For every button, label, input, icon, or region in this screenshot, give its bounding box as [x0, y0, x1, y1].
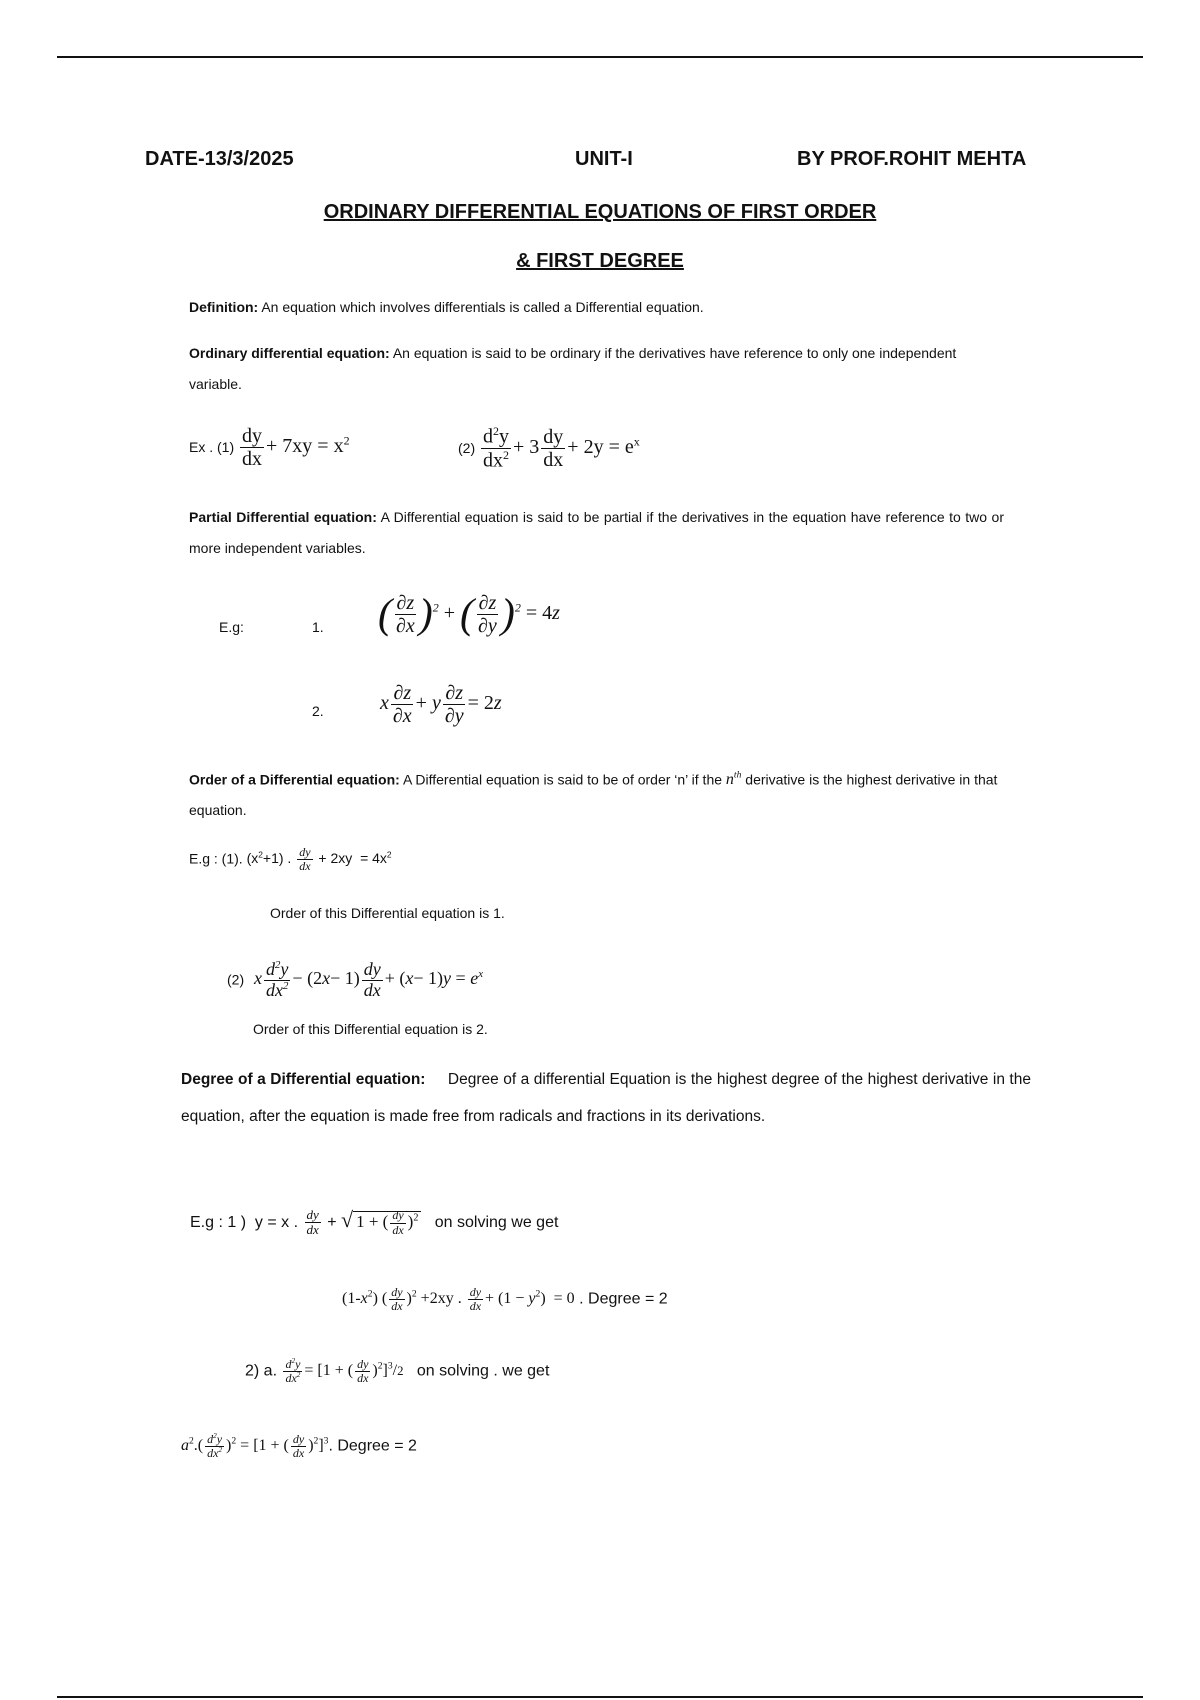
- pde-equation-1: ( $\frac{\partial z}{\partial x}$ )$^2$ + ( $\frac{\partial z}{\partial y}$ )$^2$ = 4z: [378, 591, 560, 638]
- degree-result-equation-2: $a^2$.( $\frac{d^2y}{dx^2}$ )$^2$ = [1 + ( $\frac{dy}{dx}$ )$^2$]$^3$: [181, 1432, 329, 1461]
- header-author: BY PROF.ROHIT MEHTA: [797, 148, 1027, 170]
- page-subtitle: & FIRST DEGREE: [516, 250, 684, 272]
- header-date: DATE-13/3/2025: [145, 148, 294, 170]
- pde-eg-label: E.g:: [219, 619, 244, 635]
- degree-result-1-text: . Degree = 2: [579, 1290, 668, 1308]
- order-text-after: derivative is the highest derivative in that equation.: [189, 771, 998, 819]
- page-title: ORDINARY DIFFERENTIAL EQUATIONS OF FIRST ORDER: [323, 201, 877, 223]
- degree-example-1-label: E.g : 1 ): [190, 1214, 247, 1231]
- degree-result-2: [181, 1433, 417, 1460]
- order-example-2: [227, 960, 483, 1001]
- degree-result-equation-1: $(1-x^2)$ ( $\frac{dy}{dx}$ )$^2$ +2xy . $\frac{dy}{dx}$ + $(1 - y^2) = 0$: [342, 1285, 575, 1314]
- header-unit: UNIT-I: [575, 148, 633, 170]
- degree-result-1: [342, 1286, 668, 1313]
- definition-paragraph: [189, 292, 1004, 323]
- ode-example-1: [189, 425, 350, 470]
- ode-example-1-label: Ex . (1): [189, 439, 235, 456]
- ode-text: An equation is said to be ordinary if the derivatives have reference to only one independent variable.: [189, 345, 957, 392]
- pde-equation-2: x $\frac{\partial z}{\partial x}$ + y $\frac{\partial z}{\partial y}$ = 2z: [380, 682, 502, 727]
- order-label: Order of a Differential equation:: [189, 771, 400, 788]
- degree-paragraph: [181, 1061, 1031, 1135]
- degree-example-2-label: 2) a.: [245, 1362, 278, 1380]
- degree-text: Degree of a differential Equation is the highest degree of the highest derivative in the equation, after the equation is made free from radicals and fractions in its derivations.: [181, 1071, 1031, 1125]
- ode-paragraph: [189, 338, 1004, 400]
- degree-solving-2: on solving . we get: [416, 1362, 550, 1380]
- order-equation-1: $(x^2+1)$ . $\frac{dy}{dx}$ + $2xy = 4x^2$: [246, 845, 392, 874]
- degree-example-2: [245, 1358, 549, 1385]
- pde-item-2-number: 2.: [312, 703, 324, 719]
- degree-equation-2: $\frac{d^2y}{dx^2}$ = [1 + ( $\frac{dy}{dx}$ )$^2$]$^3$/2: [285, 1357, 404, 1386]
- order-result-2: Order of this Differential equation is 2.: [253, 1021, 488, 1037]
- order-equation-2: x $\frac{d^2y}{dx^2}$ − (2x− 1) $\frac{dy}{dx}$ + $(x- 1)y = e^x$: [254, 959, 483, 1000]
- order-text-before: A Differential equation is said to be of order ‘n’ if the: [402, 771, 723, 788]
- ode-equation-1: $\frac{dy}{dx}$ + $7xy = x^2$: [242, 425, 350, 470]
- definition-label: Definition:: [189, 299, 259, 315]
- pde-paragraph: [189, 502, 1004, 564]
- order-result-1: Order of this Differential equation is 1.: [270, 905, 505, 921]
- degree-example-1: [190, 1207, 558, 1238]
- pde-label: Partial Differential equation:: [189, 509, 377, 525]
- n-th-symbol: $n^{th}$: [725, 770, 742, 789]
- definition-text: An equation which involves differentials is called a Differential equation.: [261, 299, 704, 315]
- ode-label: Ordinary differential equation:: [189, 345, 390, 361]
- degree-equation-1: y = x . $\frac{dy}{dx}$ + √ 1 + ( $\frac{dy}{dx}$ )$^2$: [250, 1214, 421, 1231]
- degree-result-2-text: . Degree = 2: [328, 1437, 417, 1455]
- degree-solving-1: on solving we get: [434, 1214, 559, 1231]
- order-example-1-label: E.g : (1).: [189, 850, 243, 867]
- order-example-2-label: (2): [227, 971, 245, 988]
- order-example-1: [189, 846, 392, 873]
- pde-text: A Differential equation is said to be partial if the derivatives in the equation have reference to two or more independent variables.: [189, 509, 1004, 556]
- pde-item-1-number: 1.: [312, 619, 324, 635]
- degree-label: Degree of a Differential equation:: [181, 1071, 426, 1088]
- order-paragraph: [189, 760, 1004, 826]
- ode-example-2-label: (2): [458, 439, 476, 456]
- ode-example-2: [458, 425, 640, 471]
- bottom-rule: [57, 1696, 1143, 1698]
- top-rule: [57, 56, 1143, 58]
- ode-equation-2: $\frac{d^2y}{dx^2}$ + 3 $\frac{dy}{dx}$ + $2y = e^x$: [483, 424, 640, 472]
